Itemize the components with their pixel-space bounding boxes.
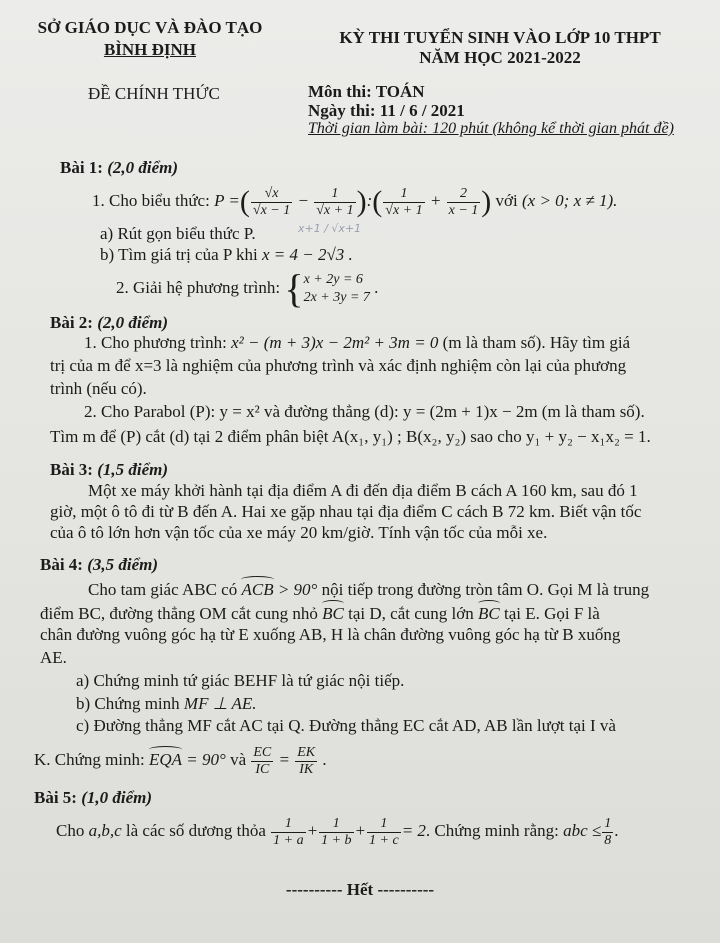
frac-ec-ic: $\frac{EC}{IC}$ (253, 745, 272, 777)
bai2-heading: Bài 2: (2,0 điểm) (50, 313, 169, 332)
equation-system: x + 2y = 6 2x + 3y = 7 (303, 271, 370, 306)
bai1-q1-lead: 1. Cho biểu thức: (92, 191, 210, 210)
subject-label: Môn thi: (308, 82, 372, 101)
date-label: Ngày thi: (308, 101, 376, 120)
bai1-qa: a) Rút gọn biểu thức P. (100, 224, 256, 243)
bai1-q1-cond-math: (x > 0; x ≠ 1). (522, 191, 618, 210)
bai3-line3: của ô tô lớn hơn vận tốc của xe máy 20 km/giờ. Tính vận tốc của mỗi xe. (50, 523, 548, 542)
subject-value: TOÁN (375, 82, 425, 101)
bai2-q2-line1: 2. Cho Parabol (P): y = x² và đường thẳng (d): y = (2m + 1)x − 2m (m là tham số). (84, 402, 645, 421)
frac-2-over-x-minus1: $\frac{2}{x - 1}$ (448, 186, 479, 218)
arc-bc-large: BC (478, 600, 500, 624)
bai2-q2-line2: Tìm m để (P) cắt (d) tại 2 điểm phân biệt A(x₁, y₁) ; B(x₂, y₂) sao cho y₁ + y₂ − x₁x₂ = 1. (50, 427, 651, 446)
system-brace: { (284, 266, 304, 312)
bai1-points: (2,0 điểm) (107, 158, 179, 177)
paren-open: ( (239, 185, 250, 219)
department-name: SỞ GIÁO DỤC VÀ ĐÀO TẠO (37, 18, 263, 37)
angle-eqa: EQA (149, 746, 182, 770)
bai3-heading: Bài 3: (1,5 điểm) (50, 460, 169, 479)
frac-1-over-sqrtx-plus1-b: $\frac{1}{√x + 1}$ (385, 186, 423, 218)
duration-note: Thời gian làm bài: 120 phút (không kể thời gian phát đề) (308, 120, 674, 137)
bai2-q1-line2: trị của m để x=3 là nghiệm của phương trình và xác định nghiệm còn lại của phương (50, 356, 627, 375)
official-label: ĐỀ CHÍNH THỨC (88, 84, 220, 103)
exam-title: KỲ THI TUYỂN SINH VÀO LỚP 10 THPT (339, 28, 661, 47)
bai4-qa: a) Chứng minh tứ giác BEHF là tứ giác nội tiếp. (76, 671, 405, 690)
handwritten-note: x+1 / √x+1 (298, 222, 362, 235)
bai1-qb-math: x = 4 − 2√3 . (261, 245, 353, 264)
date-value: 11 / 6 / 2021 (379, 101, 465, 120)
bai4-heading: Bài 4: (3,5 điểm) (40, 555, 159, 574)
frac-1-over-8: $\frac{1}{8}$ (604, 816, 612, 848)
end-marker: ---------- Hết ---------- (285, 880, 435, 899)
frac-sqrtx-over-sqrtx-minus1: $\frac{√x}{√x - 1}$ (252, 186, 291, 218)
bai1-q2: 2. Giải hệ phương trình: { x + 2y = 6 2x + 3y = 7 . (116, 266, 379, 312)
bai1-q1: 1. Cho biểu thức: P =( $\frac{√x}{√x - 1}$ − $\frac{1}{√x + 1}$ ):( $\frac{1}{√x + 1}$ + $\frac{2}{x - 1}$ ) với (x > 0; x ≠ 1). (92, 185, 618, 219)
frac-ek-ik: $\frac{EK}{IK}$ (297, 745, 316, 777)
bai5-heading: Bài 5: (1,0 điểm) (34, 788, 153, 807)
arc-bc-small: BC (322, 600, 344, 624)
bai1-q1-cond: với (495, 191, 518, 210)
angle-acb: ACB (241, 576, 273, 600)
bai1-heading (60, 158, 178, 178)
bai4-line3: chân đường vuông góc hạ từ E xuống AB, H là chân đường vuông góc hạ từ B xuống (40, 625, 621, 644)
bai4-line1: Cho tam giác ABC có ACB > 90° nội tiếp trong đường tròn tâm O. Gọi M là trung (88, 576, 649, 600)
frac-1-over-sqrtx-plus1: $\frac{1}{√x + 1}$ (316, 186, 354, 218)
subject-line (308, 82, 425, 102)
bai2-equation: x² − (m + 3)x − 2m² + 3m = 0 (231, 333, 439, 352)
province-name: BÌNH ĐỊNH (103, 40, 197, 59)
school-year: NĂM HỌC 2021-2022 (419, 48, 581, 67)
bai2-q1-line1: 1. Cho phương trình: x² − (m + 3)x − 2m² + 3m = 0 (m là tham số). Hãy tìm giá (84, 333, 631, 352)
frac-1-over-1-plus-a: $\frac{1}{1 + a}$ (273, 816, 304, 848)
frac-1-over-1-plus-c: $\frac{1}{1 + c}$ (369, 816, 399, 848)
bai1-qb: b) Tìm giá trị của P khi x = 4 − 2√3 . (100, 245, 353, 264)
p-symbol: P = (214, 191, 240, 210)
bai1-title: Bài 1: (60, 158, 103, 177)
date-line (308, 101, 465, 121)
bai4-qc-line2: K. Chứng minh: EQA = 90° và $\frac{EC}{IC}$ = $\frac{EK}{IK}$ . (34, 745, 327, 777)
paren-close: ) (481, 185, 492, 219)
bai4-qc: c) Đường thẳng MF cắt AC tại Q. Đường thẳng EC cắt AD, AB lần lượt tại I và (76, 716, 616, 735)
bai5-statement: Cho a,b,c là các số dương thỏa $\frac{1}{1 + a}$ + $\frac{1}{1 + b}$ + $\frac{1}{1 + c}$ = 2. Chứng minh rằng: abc ≤ $\frac{1}{8}$ . (56, 816, 619, 848)
frac-1-over-1-plus-b: $\frac{1}{1 + b}$ (321, 816, 352, 848)
bai4-line4: AE. (40, 648, 67, 667)
bai4-qb: b) Chứng minh MF ⊥ AE. (76, 694, 257, 713)
bai4-line2: điểm BC, đường thẳng OM cắt cung nhỏ BC tại D, cắt cung lớn BC tại E. Gọi F là (40, 600, 600, 624)
bai2-q1-line3: trình (nếu có). (50, 379, 147, 398)
bai3-line1: Một xe máy khởi hành tại địa điểm A đi đến địa điểm B cách A 160 km, sau đó 1 (88, 481, 638, 500)
bai3-line2: giờ, một ô tô đi từ B đến A. Hai xe gặp nhau tại địa điểm C cách B 72 km. Biết vận tốc (50, 502, 642, 521)
